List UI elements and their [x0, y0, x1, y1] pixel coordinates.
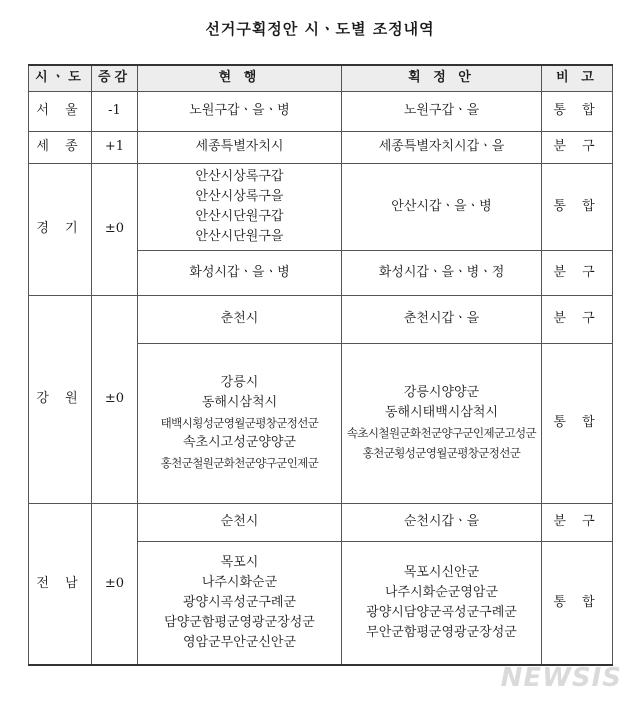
document-title: 선거구획정안 시ㆍ도별 조정내역	[205, 20, 435, 38]
change-cell: ±0	[92, 295, 138, 503]
change-cell: ±0	[92, 503, 138, 665]
table-row	[29, 131, 613, 163]
current-cell	[138, 91, 342, 131]
current-line: 영암군무안군신안군	[182, 634, 297, 650]
current-line: 안산시단원구을	[195, 228, 284, 244]
current-line: 춘천시	[220, 311, 259, 326]
header-change: 증감	[92, 65, 138, 91]
region-cell: 서 울	[29, 91, 92, 131]
table-row	[29, 91, 613, 131]
current-line: 태백시횡성군영월군평창군정선군	[160, 416, 319, 430]
note-cell: 분 구	[542, 503, 613, 541]
region-cell: 전 남	[29, 503, 92, 665]
proposed-line: 순천시갑ㆍ을	[403, 514, 480, 529]
change-cell: -1	[92, 91, 138, 131]
table-row	[29, 503, 613, 541]
proposed-line: 속초시철원군화천군양구군인제군고성군	[346, 426, 537, 440]
change-cell: ±0	[92, 163, 138, 295]
proposed-cell	[342, 503, 542, 541]
redistricting-table	[28, 64, 613, 666]
header-note: 비 고	[542, 65, 613, 91]
current-line: 세종특별자치시	[195, 139, 284, 154]
proposed-cell	[342, 131, 542, 163]
current-line: 안산시상록구갑	[195, 168, 284, 184]
region-cell: 강 원	[29, 295, 92, 503]
proposed-cell	[342, 250, 542, 295]
proposed-line: 노원구갑ㆍ을	[403, 103, 480, 118]
proposed-line: 목포시신안군	[403, 564, 480, 580]
proposed-line: 강릉시양양군	[403, 385, 480, 400]
header-proposed: 획 정 안	[342, 65, 542, 91]
proposed-line: 춘천시갑ㆍ을	[403, 311, 480, 326]
proposed-line: 세종특별자치시갑ㆍ을	[378, 139, 505, 154]
current-line: 강릉시	[220, 375, 259, 390]
note-cell: 통 합	[542, 91, 613, 131]
note-cell: 통 합	[542, 343, 613, 503]
current-line: 속초시고성군양양군	[182, 435, 297, 450]
proposed-line: 홍천군횡성군영월군평창군정선군	[362, 446, 521, 460]
current-line: 목포시	[220, 554, 259, 570]
proposed-line: 무안군함평군영광군장성군	[366, 624, 517, 640]
proposed-cell	[342, 343, 542, 503]
region-cell: 경 기	[29, 163, 92, 295]
current-line: 안산시상록구을	[195, 188, 284, 204]
table-row	[29, 295, 613, 343]
current-cell	[138, 295, 342, 343]
current-cell	[138, 131, 342, 163]
table-header-row	[29, 65, 613, 91]
proposed-line: 동해시태백시삼척시	[384, 405, 499, 420]
newsis-watermark: NEWSIS	[500, 663, 622, 693]
table-row	[29, 163, 613, 250]
note-cell: 분 구	[542, 131, 613, 163]
current-line: 노원구갑ㆍ을ㆍ병	[189, 103, 290, 118]
current-line: 화성시갑ㆍ을ㆍ병	[189, 264, 290, 280]
proposed-line: 안산시갑ㆍ을ㆍ병	[391, 198, 492, 214]
current-cell	[138, 163, 342, 250]
note-cell: 통 합	[542, 541, 613, 665]
note-cell: 분 구	[542, 250, 613, 295]
current-line: 순천시	[220, 514, 259, 529]
proposed-line: 나주시화순군영암군	[384, 584, 499, 600]
note-cell: 통 합	[542, 163, 613, 250]
current-line: 광양시곡성군구례군	[182, 594, 297, 610]
current-line: 안산시단원구갑	[195, 208, 284, 224]
note-cell: 분 구	[542, 295, 613, 343]
region-cell: 세 종	[29, 131, 92, 163]
current-cell	[138, 541, 342, 665]
header-current: 현 행	[138, 65, 342, 91]
current-cell	[138, 343, 342, 503]
change-cell: +1	[92, 131, 138, 163]
header-region: 시ㆍ도	[29, 65, 92, 91]
current-line: 홍천군철원군화천군양구군인제군	[160, 456, 319, 470]
current-cell	[138, 503, 342, 541]
proposed-cell	[342, 163, 542, 250]
current-cell	[138, 250, 342, 295]
proposed-line: 화성시갑ㆍ을ㆍ병ㆍ정	[378, 264, 505, 280]
current-line: 담양군함평군영광군장성군	[164, 614, 315, 630]
proposed-cell	[342, 295, 542, 343]
current-line: 동해시삼척시	[201, 395, 278, 410]
proposed-cell	[342, 541, 542, 665]
proposed-line: 광양시담양군곡성군구례군	[366, 604, 517, 620]
current-line: 나주시화순군	[201, 574, 278, 590]
proposed-cell	[342, 91, 542, 131]
